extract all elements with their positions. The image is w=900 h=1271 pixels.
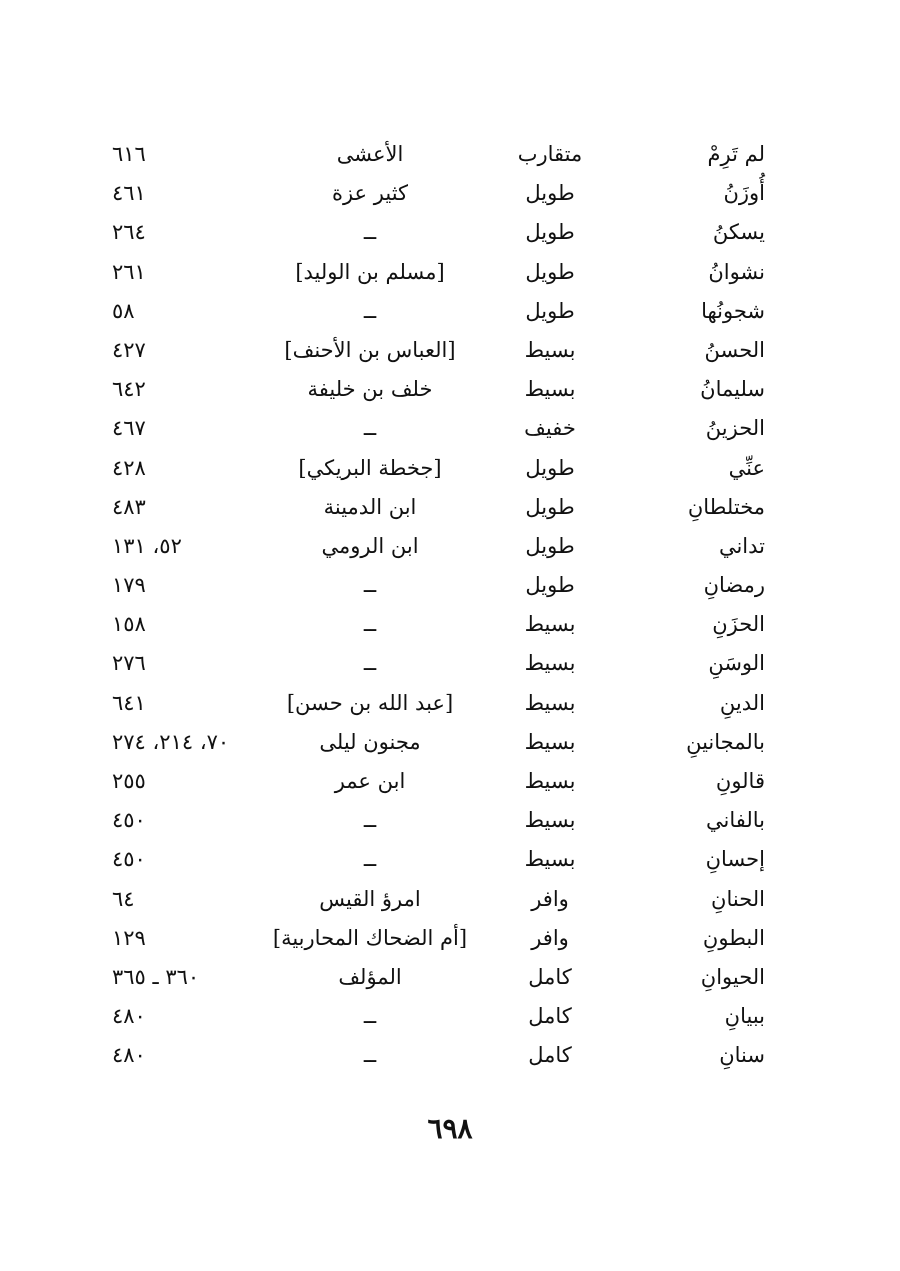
poet-cell: ــ (363, 573, 377, 598)
table-row (0, 370, 900, 409)
table-row (0, 997, 900, 1036)
table-row (0, 958, 900, 997)
table-row (0, 762, 900, 801)
poetry-index-table (0, 135, 900, 1076)
rhyme-cell: لم تَرِمْ (707, 142, 765, 166)
meter-cell: بسيط (524, 612, 576, 637)
table-row (0, 684, 900, 723)
pages-cell: ١٥٨ (112, 612, 146, 637)
poet-cell: كثير عزة (331, 181, 409, 206)
meter-cell: وافر (531, 925, 569, 950)
meter-cell: بسيط (524, 847, 576, 872)
rhyme-cell: سليمانُ (700, 377, 765, 402)
table-row (0, 409, 900, 448)
meter-cell: طويل (525, 181, 575, 206)
meter-cell: بسيط (524, 769, 576, 793)
meter-cell: كامل (528, 1043, 572, 1068)
pages-cell: ٤٨٠ (112, 1004, 146, 1029)
meter-cell: طويل (525, 259, 575, 284)
pages-cell: ٧٠، ٢١٤، ٢٧٤ (112, 729, 230, 754)
rhyme-cell: سنانِ (719, 1043, 765, 1068)
meter-cell: بسيط (524, 377, 576, 402)
table-row (0, 644, 900, 683)
poet-cell: ــ (363, 847, 377, 872)
pages-cell: ٦٤ (112, 886, 135, 911)
pages-cell: ٣٦٠ ـ ٣٦٥ (112, 964, 200, 989)
pages-cell: ٢٧٦ (112, 651, 146, 676)
rhyme-cell: مختلطانِ (687, 494, 765, 519)
table-row (0, 919, 900, 958)
meter-cell: بسيط (524, 808, 576, 833)
poet-cell: ابن عمر (334, 769, 406, 793)
page-number: ٦٩٨ (427, 1112, 473, 1145)
poet-cell: [العباس بن الأحنف] (284, 337, 456, 362)
poet-cell: ــ (363, 651, 377, 676)
meter-cell: بسيط (524, 337, 576, 362)
poet-cell: ــ (363, 612, 377, 637)
rhyme-cell: ببيانِ (724, 1004, 765, 1029)
rhyme-cell: تداني (718, 533, 765, 558)
pages-cell: ٤٦١ (112, 181, 146, 206)
table-row (0, 213, 900, 252)
table-row (0, 331, 900, 370)
poet-cell: ــ (363, 298, 377, 323)
table-row (0, 880, 900, 919)
rhyme-cell: نشوانُ (708, 259, 765, 284)
meter-cell: كامل (528, 964, 572, 989)
poet-cell: مجنون ليلى (319, 729, 421, 754)
meter-cell: بسيط (524, 690, 576, 715)
table-row (0, 449, 900, 488)
meter-cell: كامل (528, 1004, 572, 1029)
rhyme-cell: الحزَنِ (712, 612, 765, 637)
table-row (0, 840, 900, 879)
meter-cell: طويل (525, 533, 575, 558)
rhyme-cell: إحسانِ (705, 847, 765, 872)
pages-cell: ٥٨ (112, 298, 135, 323)
pages-cell: ٦٤٢ (112, 377, 146, 402)
pages-cell: ٤٢٨ (112, 455, 146, 480)
table-row (0, 1036, 900, 1075)
poet-cell: ــ (363, 416, 377, 441)
poet-cell: ابن الرومي (321, 533, 419, 558)
pages-cell: ١٧٩ (112, 573, 146, 598)
rhyme-cell: البطونِ (702, 925, 765, 950)
poet-cell: الأعشى (336, 142, 404, 166)
rhyme-cell: عنِّي (728, 455, 765, 480)
table-row (0, 292, 900, 331)
table-row (0, 174, 900, 213)
poet-cell: [أم الضحاك المحاربية] (272, 925, 468, 950)
pages-cell: ٤٨٣ (112, 494, 146, 519)
pages-cell: ٤٢٧ (112, 337, 146, 362)
poet-cell: ــ (363, 1043, 377, 1068)
meter-cell: وافر (531, 886, 569, 911)
meter-cell: متقارب (517, 142, 583, 166)
pages-cell: ٢٦١ (112, 259, 146, 284)
pages-cell: ٥٢، ١٣١ (112, 533, 182, 558)
rhyme-cell: قالونِ (715, 769, 765, 793)
meter-cell: بسيط (524, 651, 576, 676)
table-row (0, 253, 900, 292)
meter-cell: طويل (525, 220, 575, 245)
poet-cell: خلف بن خليفة (307, 377, 433, 402)
pages-cell: ٤٥٠ (112, 808, 146, 833)
meter-cell: بسيط (524, 729, 576, 754)
rhyme-cell: رمضانِ (703, 573, 765, 598)
pages-cell: ٦٤١ (112, 690, 146, 715)
rhyme-cell: الحنانِ (711, 886, 765, 911)
pages-cell: ٦١٦ (112, 142, 146, 166)
poet-cell: ــ (363, 808, 377, 833)
rhyme-cell: بالمجانينِ (686, 729, 765, 754)
poet-cell: [جخطة البريكي] (298, 455, 442, 480)
rhyme-cell: شجونُها (701, 298, 765, 323)
poet-cell: امرؤ القيس (319, 886, 421, 911)
meter-cell: طويل (525, 455, 575, 480)
pages-cell: ٢٥٥ (112, 769, 146, 793)
table-row (0, 527, 900, 566)
poet-cell: [عبد الله بن حسن] (286, 690, 454, 715)
rhyme-cell: يسكنُ (712, 220, 765, 245)
pages-cell: ١٢٩ (112, 925, 146, 950)
rhyme-cell: الحزينُ (705, 416, 765, 441)
meter-cell: طويل (525, 494, 575, 519)
pages-cell: ٤٦٧ (112, 416, 146, 441)
table-row (0, 801, 900, 840)
rhyme-cell: الوسَنِ (708, 651, 765, 676)
rhyme-cell: الحيوانِ (700, 964, 765, 989)
meter-cell: طويل (525, 573, 575, 598)
pages-cell: ٤٨٠ (112, 1043, 146, 1068)
meter-cell: طويل (525, 298, 575, 323)
table-row (0, 488, 900, 527)
poet-cell: [مسلم بن الوليد] (295, 259, 445, 284)
poet-cell: ــ (363, 1004, 377, 1029)
table-row (0, 605, 900, 644)
rhyme-cell: بالفاني (705, 808, 765, 833)
rhyme-cell: الدينِ (719, 690, 765, 715)
pages-cell: ٤٥٠ (112, 847, 146, 872)
poet-cell: المؤلف (338, 964, 402, 989)
rhyme-cell: الحسنُ (704, 337, 765, 362)
meter-cell: خفيف (524, 416, 576, 441)
table-row (0, 723, 900, 762)
poet-cell: ــ (363, 220, 377, 245)
poet-cell: ابن الدمينة (323, 494, 417, 519)
pages-cell: ٢٦٤ (112, 220, 146, 245)
rhyme-cell: أُوزَنُ (723, 181, 765, 206)
table-row (0, 135, 900, 174)
table-row (0, 566, 900, 605)
